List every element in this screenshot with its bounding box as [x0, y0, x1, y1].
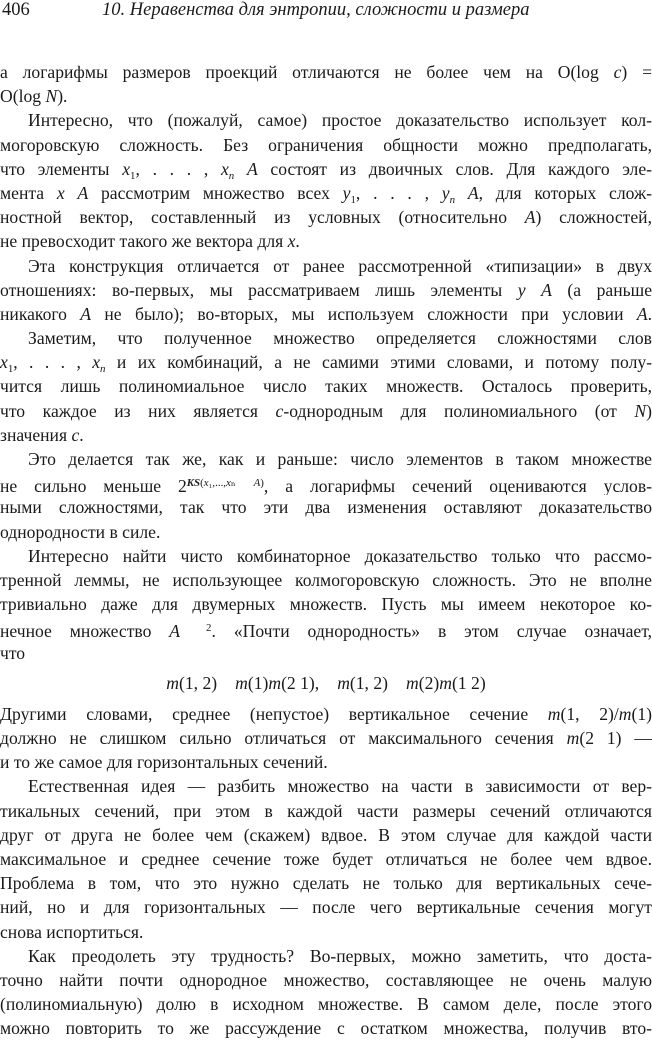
text-line: однородности в силе.: [0, 521, 161, 542]
text-line: Проблема в том, что это нужно сделать не только для вертикальных сече-: [0, 873, 652, 894]
text-line: а логарифмы размеров проекций отличаются не более чем на O(log c) =: [0, 62, 652, 82]
text-line: снова испортиться.: [0, 921, 144, 942]
text-line: можно повторить то же рассуждение с остатком множества, получив вто-: [0, 1018, 652, 1039]
running-title: 10. Неравенства для энтропии, сложности и размера: [102, 0, 530, 20]
text-line: нечное множество A $^2$. «Почти однородность» в этом случае означает,: [0, 621, 652, 641]
body-text: [0, 60, 652, 1041]
text-line: мента x A рассмотрим множество всех $y_1$, . . . , $y_n$ A, для которых слож-: [0, 182, 652, 206]
text-line: $x_1$, . . . , $x_n$ и их комбинаций, а не самими этими словами, и потому полу-: [0, 352, 652, 375]
text-line: отношениях: во-первых, мы рассматриваем лишь элементы y A (а раньше: [0, 279, 652, 300]
text-line: что элементы $x_1$, . . . , $x_n$ A состоят из двоичных слов. Для каждого эле-: [0, 158, 652, 181]
text-line: никакого A не было); во-вторых, мы используем сложности при условии A.: [0, 303, 652, 324]
text-line: ными сложностями, так что эти два изменения оставляют доказательство: [0, 497, 652, 518]
text-line: Как преодолеть эту трудность? Во-первых, можно заметить, что доста-: [28, 945, 652, 966]
text-line: Интересно, что (пожалуй, самое) простое доказательство использует кол-: [28, 110, 652, 131]
text-line: максимальное и среднее сечение тоже будет отличаться не более чем вдвое.: [0, 849, 652, 869]
text-line: точно найти почти однородное множество, составляющее не очень малую: [0, 969, 652, 990]
text-line: ностной вектор, составленный из условных (относительно A) сложностей,: [0, 207, 652, 228]
display-formula: m(1, 2) m(1)m(2 1), m(1, 2) m(2)m(1 2): [166, 672, 486, 693]
text-line: O(log N).: [0, 86, 68, 107]
text-line: Это делается так же, как и раньше: число элементов в таком множестве: [28, 449, 652, 469]
text-line: Эта конструкция отличается от ранее рассмотренной «типизации» в двух: [28, 255, 652, 276]
text-line: тикальных сечений, при этом в каждой части размеры сечений отличаются: [0, 800, 652, 821]
text-line: ний, но и для горизонтальных — после чего вертикальные сечения могут: [0, 897, 652, 918]
text-line: значения c.: [0, 424, 84, 445]
text-line: и то же самое для горизонтальных сечений.: [0, 752, 328, 773]
text-line: должно не слишком сильно отличаться от максимального сечения m(2 1) —: [0, 728, 652, 749]
text-line: тренной леммы, не использующее колмогоровскую сложность. Это не вполне: [0, 569, 652, 590]
text-line: Заметим, что полученное множество определяется сложностями слов: [28, 328, 652, 349]
text-line: что каждое из них является c-однородным для полиномиального (от N): [0, 400, 652, 421]
running-header: [0, 0, 652, 22]
text-line: не сильно меньше $2^{KS(x_1,...,x_n A)}$, а логарифмы сечений оцениваются услов-: [0, 476, 652, 496]
text-line: что: [0, 642, 26, 663]
text-line: чится лишь полиномиальное число таких множеств. Осталось проверить,: [0, 376, 652, 397]
text-line: Естественная идея — разбить множество на части в зависимости от вер-: [28, 776, 652, 797]
text-line: друг от друга не более чем (скажем) вдвое. В этом случае для каждой части: [0, 824, 652, 845]
text-line: не превосходит такого же вектора для x.: [0, 231, 300, 252]
text-line: могоровскую сложность. Без ограничения общности можно предполагать,: [0, 134, 652, 155]
text-line: тривиально даже для двумерных множеств. Пусть мы имеем некоторое ко-: [0, 594, 652, 615]
text-line: Другими словами, среднее (непустое) вертикальное сечение m(1, 2)/m(1): [0, 703, 652, 724]
page-number: 406: [2, 0, 30, 20]
text-line: Интересно найти чисто комбинаторное доказательство только что рассмо-: [28, 545, 652, 566]
text-line: (полиномиальную) долю в исходном множестве. В самом деле, после этого: [0, 994, 652, 1015]
